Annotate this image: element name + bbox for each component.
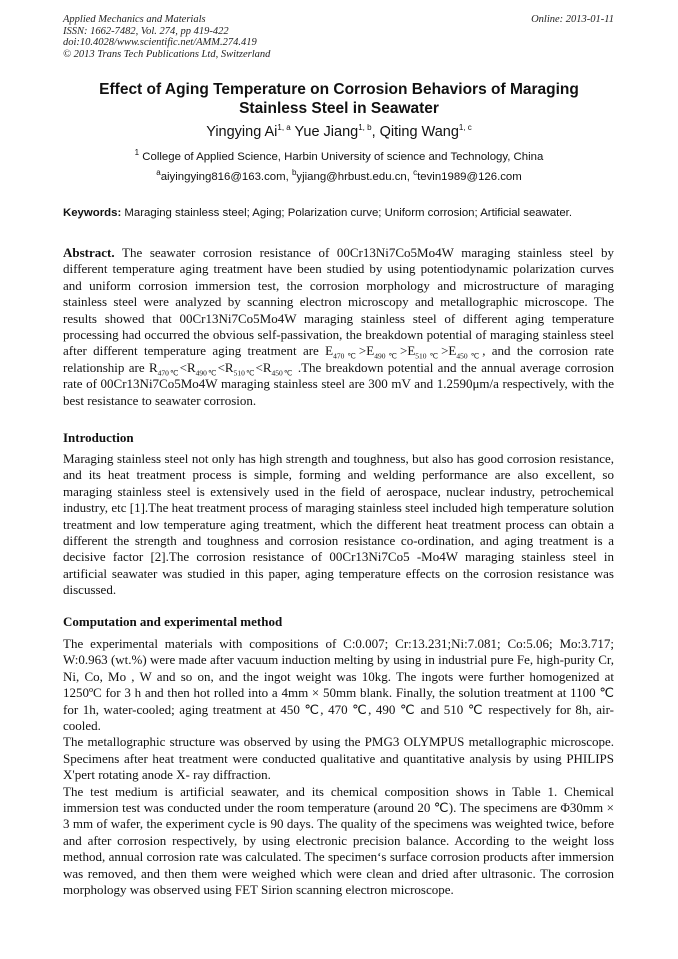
affiliation-text: College of Applied Science, Harbin University of science and Technology, China <box>142 151 544 163</box>
introduction-heading: Introduction <box>63 430 134 445</box>
author-affil-mark: 1, c <box>458 123 472 133</box>
subscript: 470℃ <box>333 352 359 362</box>
subscript: 510℃ <box>233 368 256 378</box>
introduction-text: Maraging stainless steel not only has high strength and toughness, but also has good corrosion resistance, and its heat treatment process is simple, forming and welding performance are also excellent, so maraging stainless steel is extensively used in the field of aerospace, nuclear industry, petrochemical industry, etc [1].The heat treatment process of maraging stainless steel included high temperature solution treatment and low temperature aging treatment, which the different heat treatment process can obtain a different the strength and toughness and corrosion resistance co-ordination, and aging treatment is a decisive factor [2].The corrosion resistance of 00Cr13Ni7Co5 -Mo4W maraging stainless steel in artificial seawater was studied in this paper, aging temperature effects on the corrosion resistance was discussed. <box>63 451 614 598</box>
subscript: 510℃ <box>415 352 442 362</box>
abstract-text: >E <box>358 343 375 359</box>
computation-paragraph: The test medium is artificial seawater, and its chemical composition shows in Table 1. Chemical immersion test was conducted under the room temperature (around 20 ℃). The specimens are Φ30mm × 3 mm of wafer, the experiment cycle is 90 days. The quality of the specimens was weighted twice, before and after corrosion respectively, by using electronic precision balance. According to the weight loss method, annual corrosion rate was calculated. The specimen‘s surface corrosion products after immersion was removed, and then them were weighed which were clean and dried after ultrasonic. The corrosion morphology was observed using FET Sirion scanning electron microscope. <box>63 783 614 898</box>
author-affil-mark: 1, b <box>358 123 372 133</box>
abstract-label: Abstract. <box>63 245 115 260</box>
email-address[interactable]: yjiang@hrbust.edu.cn <box>296 171 407 183</box>
subscript: 450℃ <box>271 368 294 378</box>
email-address[interactable]: tevin1989@126.com <box>417 171 522 183</box>
abstract-text: <R <box>179 359 196 375</box>
journal-issn: ISSN: 1662-7482, Vol. 274, pp 419-422 <box>63 25 229 37</box>
email-address[interactable]: aiyingying816@163.com <box>160 171 286 183</box>
subscript: 470℃ <box>157 368 180 378</box>
abstract-text: The seawater corrosion resistance of 00Cr13Ni7Co5Mo4W maraging stainless steel by different temperature aging treatment have been studied by using potentiodynamic polarization curves and uniform corrosion immersion test, the corrosion morphology and microstructure of maraging stainless steel were analyzed by scanning electron microscopy and metallographic microscope. The results showed that 00Cr13Ni7Co5Mo4W maraging stainless steel of different aging temperature processing had occurred the obvious self-passivation, the breakdown potential of maraging stainless steel after different temperature aging treatment are E <box>63 245 615 359</box>
abstract <box>63 245 614 409</box>
computation-paragraph: The experimental materials with compositions of C:0.007; Cr:13.231;Ni:7.081; Co:5.06; Mo:3.717; W:0.963 (wt.%) were made after vacuum induction melting by using in industrial pure Fe, high-purity Cr, Ni, Co, Mo , W and so on, and the ingot weight was 10kg. The ingots were further homogenized at 1250ºC for 3 h and then hot rolled into a 4mm × 50mm blank. Finally, the solution treatment at 1100 ℃ for 1h, water-cooled; aging treatment at 450 ℃, 470 ℃, 490 ℃ and 510 ℃ respectively for 8h, air-cooled. <box>63 636 614 734</box>
subscript: 490℃ <box>374 352 400 362</box>
abstract-text: , and the corrosion rate relationship are R <box>63 343 614 375</box>
keywords-label: Keywords: <box>63 207 122 219</box>
paper-title: Effect of Aging Temperature on Corrosion Behaviors of Maraging Stainless Steel in Seawater <box>99 81 579 117</box>
computation-paragraph: The metallographic structure was observed by using the PMG3 OLYMPUS metallographic microscope. Specimens after heat treatment were conducted qualitative and quantitative analysis by using PHILIPS X'pert rotating anode X- ray diffraction. <box>63 734 614 783</box>
subscript: 450℃ <box>456 352 483 362</box>
online-date: Online: 2013-01-11 <box>531 14 614 25</box>
abstract-text: <R <box>217 359 234 375</box>
abstract-text: <R <box>255 359 272 375</box>
journal-doi: doi:10.4028/www.scientific.net/AMM.274.419 <box>63 37 257 49</box>
affiliation-mark: 1 <box>134 148 140 158</box>
journal-name: Applied Mechanics and Materials <box>63 14 206 25</box>
subscript: 490℃ <box>195 368 218 378</box>
author-affil-mark: 1, a <box>277 123 291 133</box>
abstract-text: .The breakdown potential and the annual average corrosion rate of 00Cr13Ni7Co5Mo4W maraging stainless steel are 300 mV and 1.2590μm/a respectively, with the best resistance to seawater corrosion. <box>63 359 614 408</box>
email-list: $^a$aiyingying816@163.com, $^b$yjiang@hrbust.edu.cn, $^c$tevin1989@126.com <box>156 168 522 183</box>
author-list: Yingying Ai$^{1, a}$ Yue Jiang$^{1, b}$, Qiting Wang$^{1, c}$ <box>206 123 472 140</box>
abstract-text: >E <box>441 343 457 359</box>
author-name: Yue Jiang <box>294 124 359 140</box>
journal-copyright: © 2013 Trans Tech Publications Ltd, Switzerland <box>63 48 271 60</box>
journal-header <box>63 14 270 60</box>
email-mark: c <box>413 168 418 178</box>
computation-section <box>63 636 614 899</box>
abstract-text: >E <box>400 343 416 359</box>
keywords-text: Maraging stainless steel; Aging; Polarization curve; Uniform corrosion; Artificial seawater. <box>124 207 573 219</box>
keywords <box>63 206 614 221</box>
affiliation <box>0 150 678 164</box>
email-mark: a <box>156 168 161 178</box>
author-name: Qiting Wang <box>379 124 459 140</box>
author-name: Yingying Ai <box>206 124 278 140</box>
email-mark: b <box>291 168 297 178</box>
computation-heading: Computation and experimental method <box>63 614 283 629</box>
